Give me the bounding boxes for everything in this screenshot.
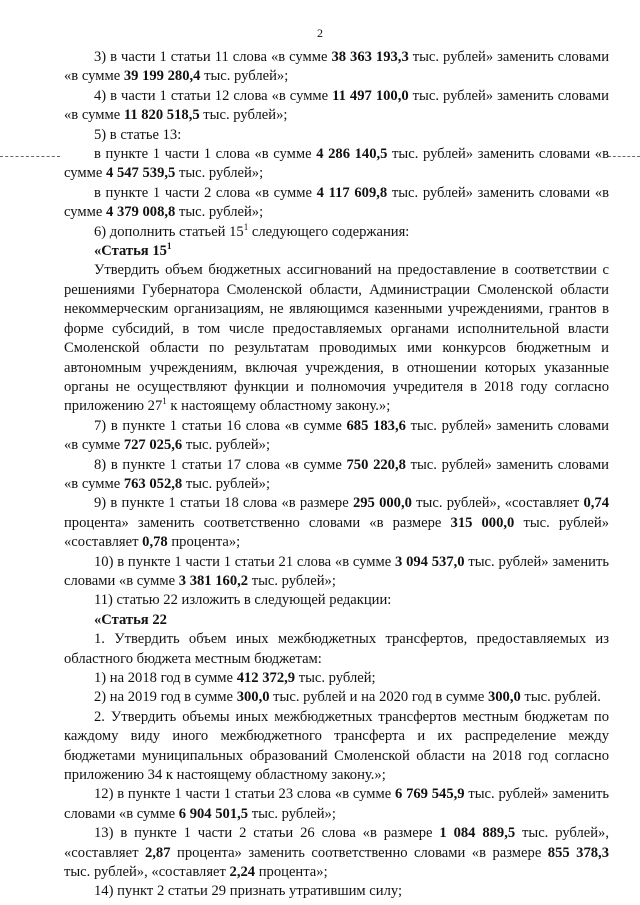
text-run: в пункте 1 части 2 слова «в сумме [94,184,317,201]
bold-text: 295 000,0 [352,495,412,512]
paragraph [64,494,609,552]
superscript: 1 [166,241,172,252]
text-run: 5) в статье 13: [94,126,182,143]
text-run: тыс. рублей», «составляет [64,864,230,881]
paragraph [64,591,609,610]
bold-text: 11 497 100,0 [332,87,409,104]
bold-text: 2,87 [144,844,171,861]
text-run: к настоящему областному закону.»; [166,398,391,415]
paragraph [64,261,609,416]
text-run: Утвердить объем бюджетных ассигнований на предоставление в соответствии с решениями Губернатора Смоленской области, Администрации Смоленской области некоммерческим организациям, не являющимся казенными учреждениями, грантов в форме субсидий, в том числе предоставляемых органами исполнительной власти Смоленской области по результатам проводимых ими конкурсов бюджетным и автономным учреждениям, включая учреждения, в отношении которых указанные органы не осуществляют функции и полномочия учредителя в 2018 году согласно приложению 27 [64,262,609,415]
text-run: 2) на 2019 год в сумме [94,689,237,706]
bold-text: 1 084 889,5 [439,825,516,842]
bold-text: 39 199 280,4 [123,68,201,85]
bold-text: 0,74 [583,495,609,512]
text-run: тыс. рублей; [295,670,376,686]
text-run: тыс. рублей», «составляет [411,495,584,512]
text-run: 4) в части 1 статьи 12 слова «в сумме [94,87,333,104]
bold-text: 38 363 193,3 [331,49,409,65]
text-run: 13) в пункте 1 части 2 статьи 26 слова «в размере [94,825,440,842]
text-run: тыс. рублей» заменить словами «в сумме [64,184,610,221]
bold-text: 6 769 545,9 [395,786,465,803]
bold-text: 4 379 008,8 [106,204,176,221]
bold-text: 315 000,0 [450,514,515,531]
paragraph [64,126,609,145]
text-run: процента» заменить соответственно словами «в размере [64,514,451,531]
text-run: тыс. рублей и на 2020 год в сумме [269,689,488,706]
paragraph [64,630,609,669]
text-run: следующего содержания: [248,223,410,240]
text-run: тыс. рублей. [520,689,601,706]
text-run: 1. Утвердить объем иных межбюджетных трансфертов, предоставляемых из областного бюджета местным бюджетам: [64,631,609,667]
bold-text: 11 820 518,5 [123,107,200,124]
bold-text: 0,78 [142,534,168,551]
superscript: 1 [243,221,249,232]
paragraph [64,48,609,87]
bold-text: «Статья 15 [94,243,167,260]
bold-text: 412 372,9 [236,670,296,686]
text-run: 1) на 2018 год в сумме [94,670,237,686]
paragraph [64,417,609,456]
bold-text: 300,0 [487,689,521,706]
text-run: тыс. рублей» заменить словами «в сумме [64,417,609,454]
text-run: тыс. рублей» заменить словами «в сумме [64,553,609,589]
text-run: тыс. рублей» заменить словами «в сумме [64,87,609,124]
scan-mark-left [0,156,60,157]
page-number: 2 [317,26,323,40]
paragraph [64,669,609,688]
text-run: тыс. рублей»; [182,437,271,454]
text-run: тыс. рублей»; [199,107,288,124]
scan-mark-right [608,156,640,157]
paragraph [64,824,609,882]
text-run: 2. Утвердить объемы иных межбюджетных трансфертов местным бюджетам по каждому виду иного межбюджетного трансферта и их распределение между бюджетами муниципальных образований Смоленской области на 2018 год согласно приложению 34 к настоящему областному закону.»; [64,708,609,784]
text-run: 11) статью 22 изложить в следующей редакции: [94,592,392,609]
superscript: 1 [162,396,167,407]
text-run: 10) в пункте 1 части 1 статьи 21 слова «в сумме [94,553,395,570]
paragraph [64,611,609,630]
text-run: 12) в пункте 1 части 1 статьи 23 слова «в сумме [94,786,395,803]
text-run: 7) в пункте 1 статьи 16 слова «в сумме [94,417,347,434]
bold-text: 4 547 539,5 [106,165,176,182]
bold-text: 3 381 160,2 [178,572,249,589]
bold-text: «Статья 22 [94,611,167,628]
paragraph [64,553,609,592]
text-run: в пункте 1 части 1 слова «в сумме [94,146,317,163]
paragraph [64,184,609,223]
bold-text: 3 094 537,0 [395,553,465,570]
text-run: тыс. рублей» заменить словами «в сумме [64,49,610,85]
text-run: 3) в части 1 статьи 11 слова «в сумме [94,49,332,65]
text-run: тыс. рублей»; [248,805,336,822]
paragraph [64,456,609,495]
bold-text: 300,0 [236,689,270,706]
text-run: тыс. рублей» заменить словами «в сумме [64,786,609,822]
paragraph [64,145,609,184]
text-run: тыс. рублей», «составляет [64,825,609,861]
bold-text: 6 904 501,5 [178,805,249,822]
text-run: тыс. рублей»; [175,165,264,182]
paragraph [64,882,609,901]
text-run: тыс. рублей»; [175,204,264,221]
text-run: процента»; [167,534,241,551]
text-run: тыс. рублей»; [182,475,271,492]
bold-text: 4 117 609,8 [316,184,388,201]
document-body [64,48,609,902]
bold-text: 685 183,6 [346,417,406,434]
bold-text: 4 286 140,5 [316,146,388,163]
text-run: 6) дополнить статьей 15 [94,223,244,240]
bold-text: 750 220,8 [346,456,406,473]
paragraph [64,242,609,261]
paragraph [64,688,609,707]
bold-text: 2,24 [229,864,256,881]
text-run: 14) пункт 2 статьи 29 признать утратившим силу; [94,883,403,900]
paragraph [64,223,609,242]
text-run: тыс. рублей»; [248,572,336,589]
bold-text: 727 025,6 [123,437,183,454]
bold-text: 763 052,8 [123,475,183,492]
text-run: тыс. рублей»; [200,68,289,85]
text-run: тыс. рублей» «составляет [64,514,610,551]
bold-text: 855 378,3 [547,844,609,861]
paragraph [64,785,609,824]
text-run: 9) в пункте 1 статьи 18 слова «в размере [94,495,353,512]
text-run: процента»; [255,864,328,881]
paragraph [64,87,609,126]
paragraph [64,708,609,786]
text-run: 8) в пункте 1 статьи 17 слова «в сумме [94,456,347,473]
text-run: тыс. рублей» заменить словами «в сумме [64,456,609,492]
text-run: тыс. рублей» заменить словами «в сумме [64,146,609,182]
text-run: процента» заменить соответственно словами «в размере [170,844,548,861]
